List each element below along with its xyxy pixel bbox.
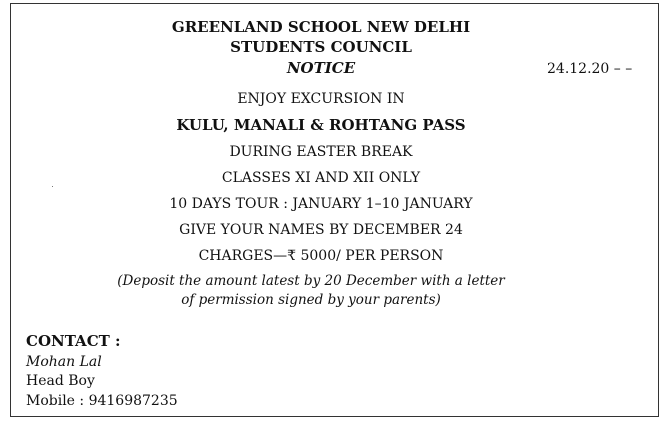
- deposit-note-line-2: of permission signed by your parents): [181, 292, 441, 308]
- scan-speck: [52, 186, 53, 187]
- deposit-note-line-1: (Deposit the amount latest by 20 December with a letter: [117, 273, 505, 289]
- contact-name: Mohan Lal: [26, 354, 102, 370]
- notice-heading: NOTICE: [286, 59, 356, 77]
- body-line-charges: CHARGES—₹ 5000/ PER PERSON: [198, 248, 444, 264]
- contact-mobile: Mobile : 9416987235: [26, 393, 178, 409]
- council-name: STUDENTS COUNCIL: [230, 38, 412, 56]
- contact-label: CONTACT :: [26, 332, 121, 350]
- school-name: GREENLAND SCHOOL NEW DELHI: [171, 18, 471, 36]
- notice-box: [10, 3, 659, 417]
- body-line-deadline: GIVE YOUR NAMES BY DECEMBER 24: [179, 222, 463, 238]
- notice-date: 24.12.20 – –: [547, 61, 633, 77]
- body-line-classes: CLASSES XI AND XII ONLY: [221, 170, 421, 186]
- contact-role: Head Boy: [26, 373, 95, 389]
- body-line-destination: KULU, MANALI & ROHTANG PASS: [176, 116, 466, 134]
- body-line-period: DURING EASTER BREAK: [229, 144, 413, 160]
- body-line-tour-dates: 10 DAYS TOUR : JANUARY 1–10 JANUARY: [169, 196, 473, 212]
- body-line-excursion: ENJOY EXCURSION IN: [237, 91, 405, 107]
